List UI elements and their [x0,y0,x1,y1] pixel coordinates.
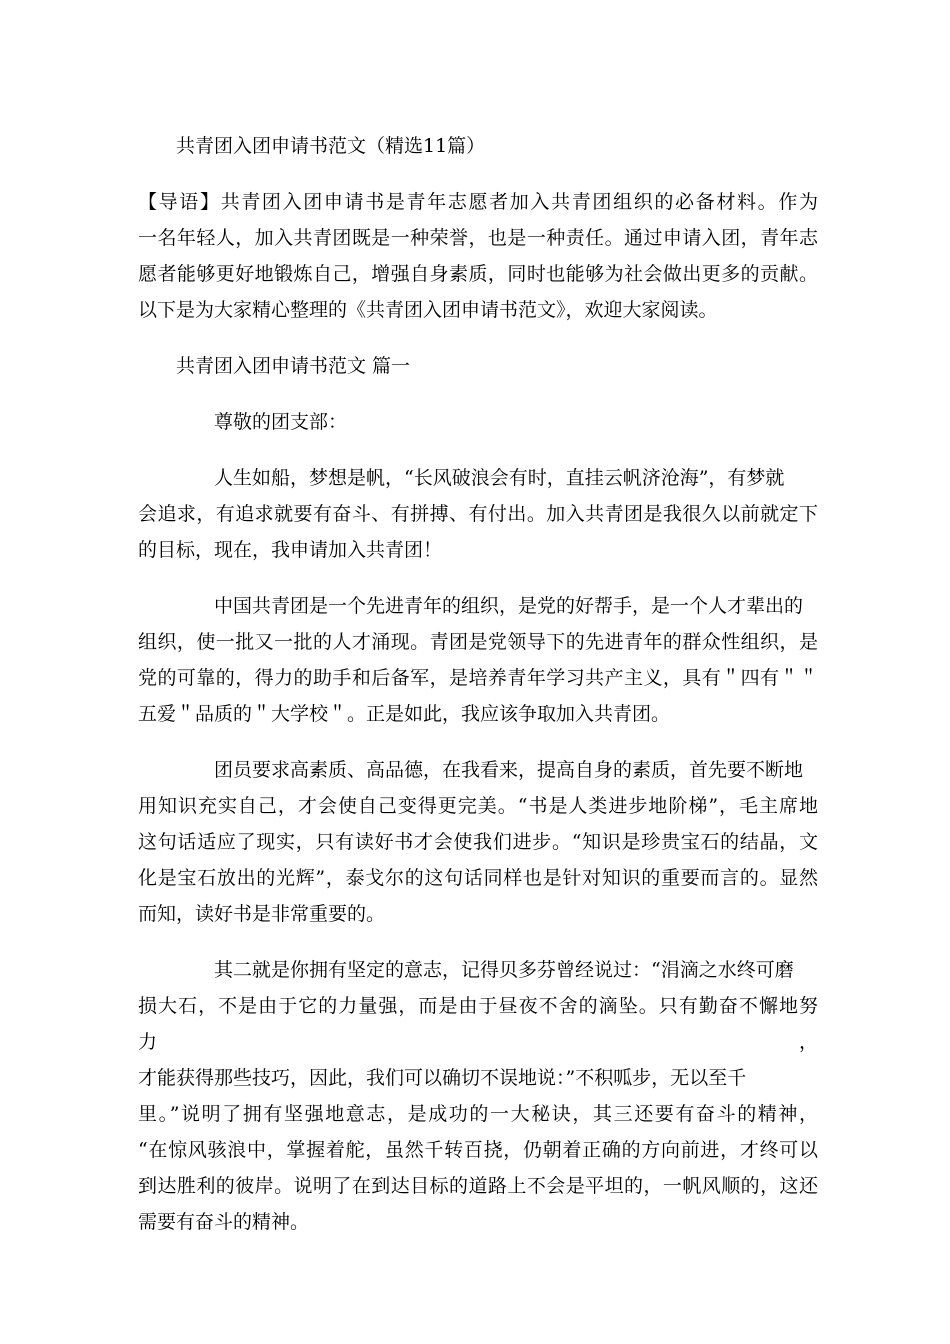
body-paragraph-3 [138,752,818,932]
intro-paragraph [138,184,818,328]
document-body [138,128,818,1240]
paragraph-line: 这句话适应了现实，只有读好书才会使我们进步。“知识是珍贵宝石的结晶，文 [138,831,818,853]
paragraph-line: 其二就是你拥有坚定的意志，记得贝多芬曾经说过：“涓滴之水终可磨 [214,959,794,981]
paragraph-line: 到达胜利的彼岸。说明了在到达目标的道路上不会是平坦的，一帆风顺的，这还 [138,1175,818,1197]
paragraph-line: 的目标，现在，我申请加入共青团！ [138,539,443,561]
paragraph-line: 组织，使一批又一批的人才涌现。青团是党领导下的先进青年的群众性组织，是 [138,631,818,653]
body-paragraph-4 [138,952,818,1240]
intro-line: 以下是为大家精心整理的《共青团入团申请书范文》，欢迎大家阅读。 [138,299,718,321]
paragraph-line: 里。”说明了拥有坚强地意志，是成功的一大秘诀，其三还要有奋斗的精神， [138,1103,818,1125]
paragraph-line: 化是宝石放出的光辉”，泰戈尔的这句话同样也是针对知识的重要而言的。显然 [138,867,818,889]
salutation: 尊敬的团支部： [214,411,348,433]
paragraph-line: 五爱＂品质的＂大学校＂。正是如此，我应该争取加入共青团。 [138,703,671,725]
paragraph-line: 会追求，有追求就要有奋斗、有拼搏、有付出。加入共青团是我很久以前就定下 [138,503,818,525]
paragraph-line: 损大石，不是由于它的力量强，而是由于昼夜不舍的滴坠。只有勤奋不懈地努力， [138,995,818,1053]
paragraph-line: 才能获得那些技巧，因此，我们可以确切不误地说：”不积呱步，无以至千 [138,1067,747,1089]
intro-line: 【导语】共青团入团申请书是青年志愿者加入共青团组织的必备材料。作为 [138,191,818,213]
body-paragraph-1 [138,460,818,568]
paragraph-line: 团员要求高素质、高品德，在我看来，提高自身的素质，首先要不断地 [214,759,804,781]
document-title: 共青团入团申请书范文（精选11篇） [176,135,486,157]
section-heading: 共青团入团申请书范文 篇一 [176,355,411,377]
paragraph-line: 党的可靠的，得力的助手和后备军，是培养青年学习共产主义，具有＂四有＂＂ [138,667,818,689]
body-paragraph-2 [138,588,818,732]
paragraph-line: 人生如船，梦想是帆，“长风破浪会有时，直挂云帆济沧海”，有梦就 [214,467,785,489]
paragraph-line: 而知，读好书是非常重要的。 [138,903,386,925]
intro-line: 一名年轻人，加入共青团既是一种荣誉，也是一种责任。通过申请入团，青年志 [138,227,818,249]
paragraph-line: 中国共青团是一个先进青年的组织，是党的好帮手，是一个人才辈出的 [214,595,804,617]
intro-line: 愿者能够更好地锻炼自己，增强自身素质，同时也能够为社会做出更多的贡献。 [138,263,818,285]
paragraph-line: 用知识充实自己，才会使自己变得更完美。“书是人类进步地阶梯”，毛主席地 [138,795,818,817]
paragraph-line: “在惊风骇浪中，掌握着舵，虽然千转百挠，仍朝着正确的方向前进，才终可以 [138,1139,818,1161]
paragraph-line: 需要有奋斗的精神。 [138,1211,310,1233]
